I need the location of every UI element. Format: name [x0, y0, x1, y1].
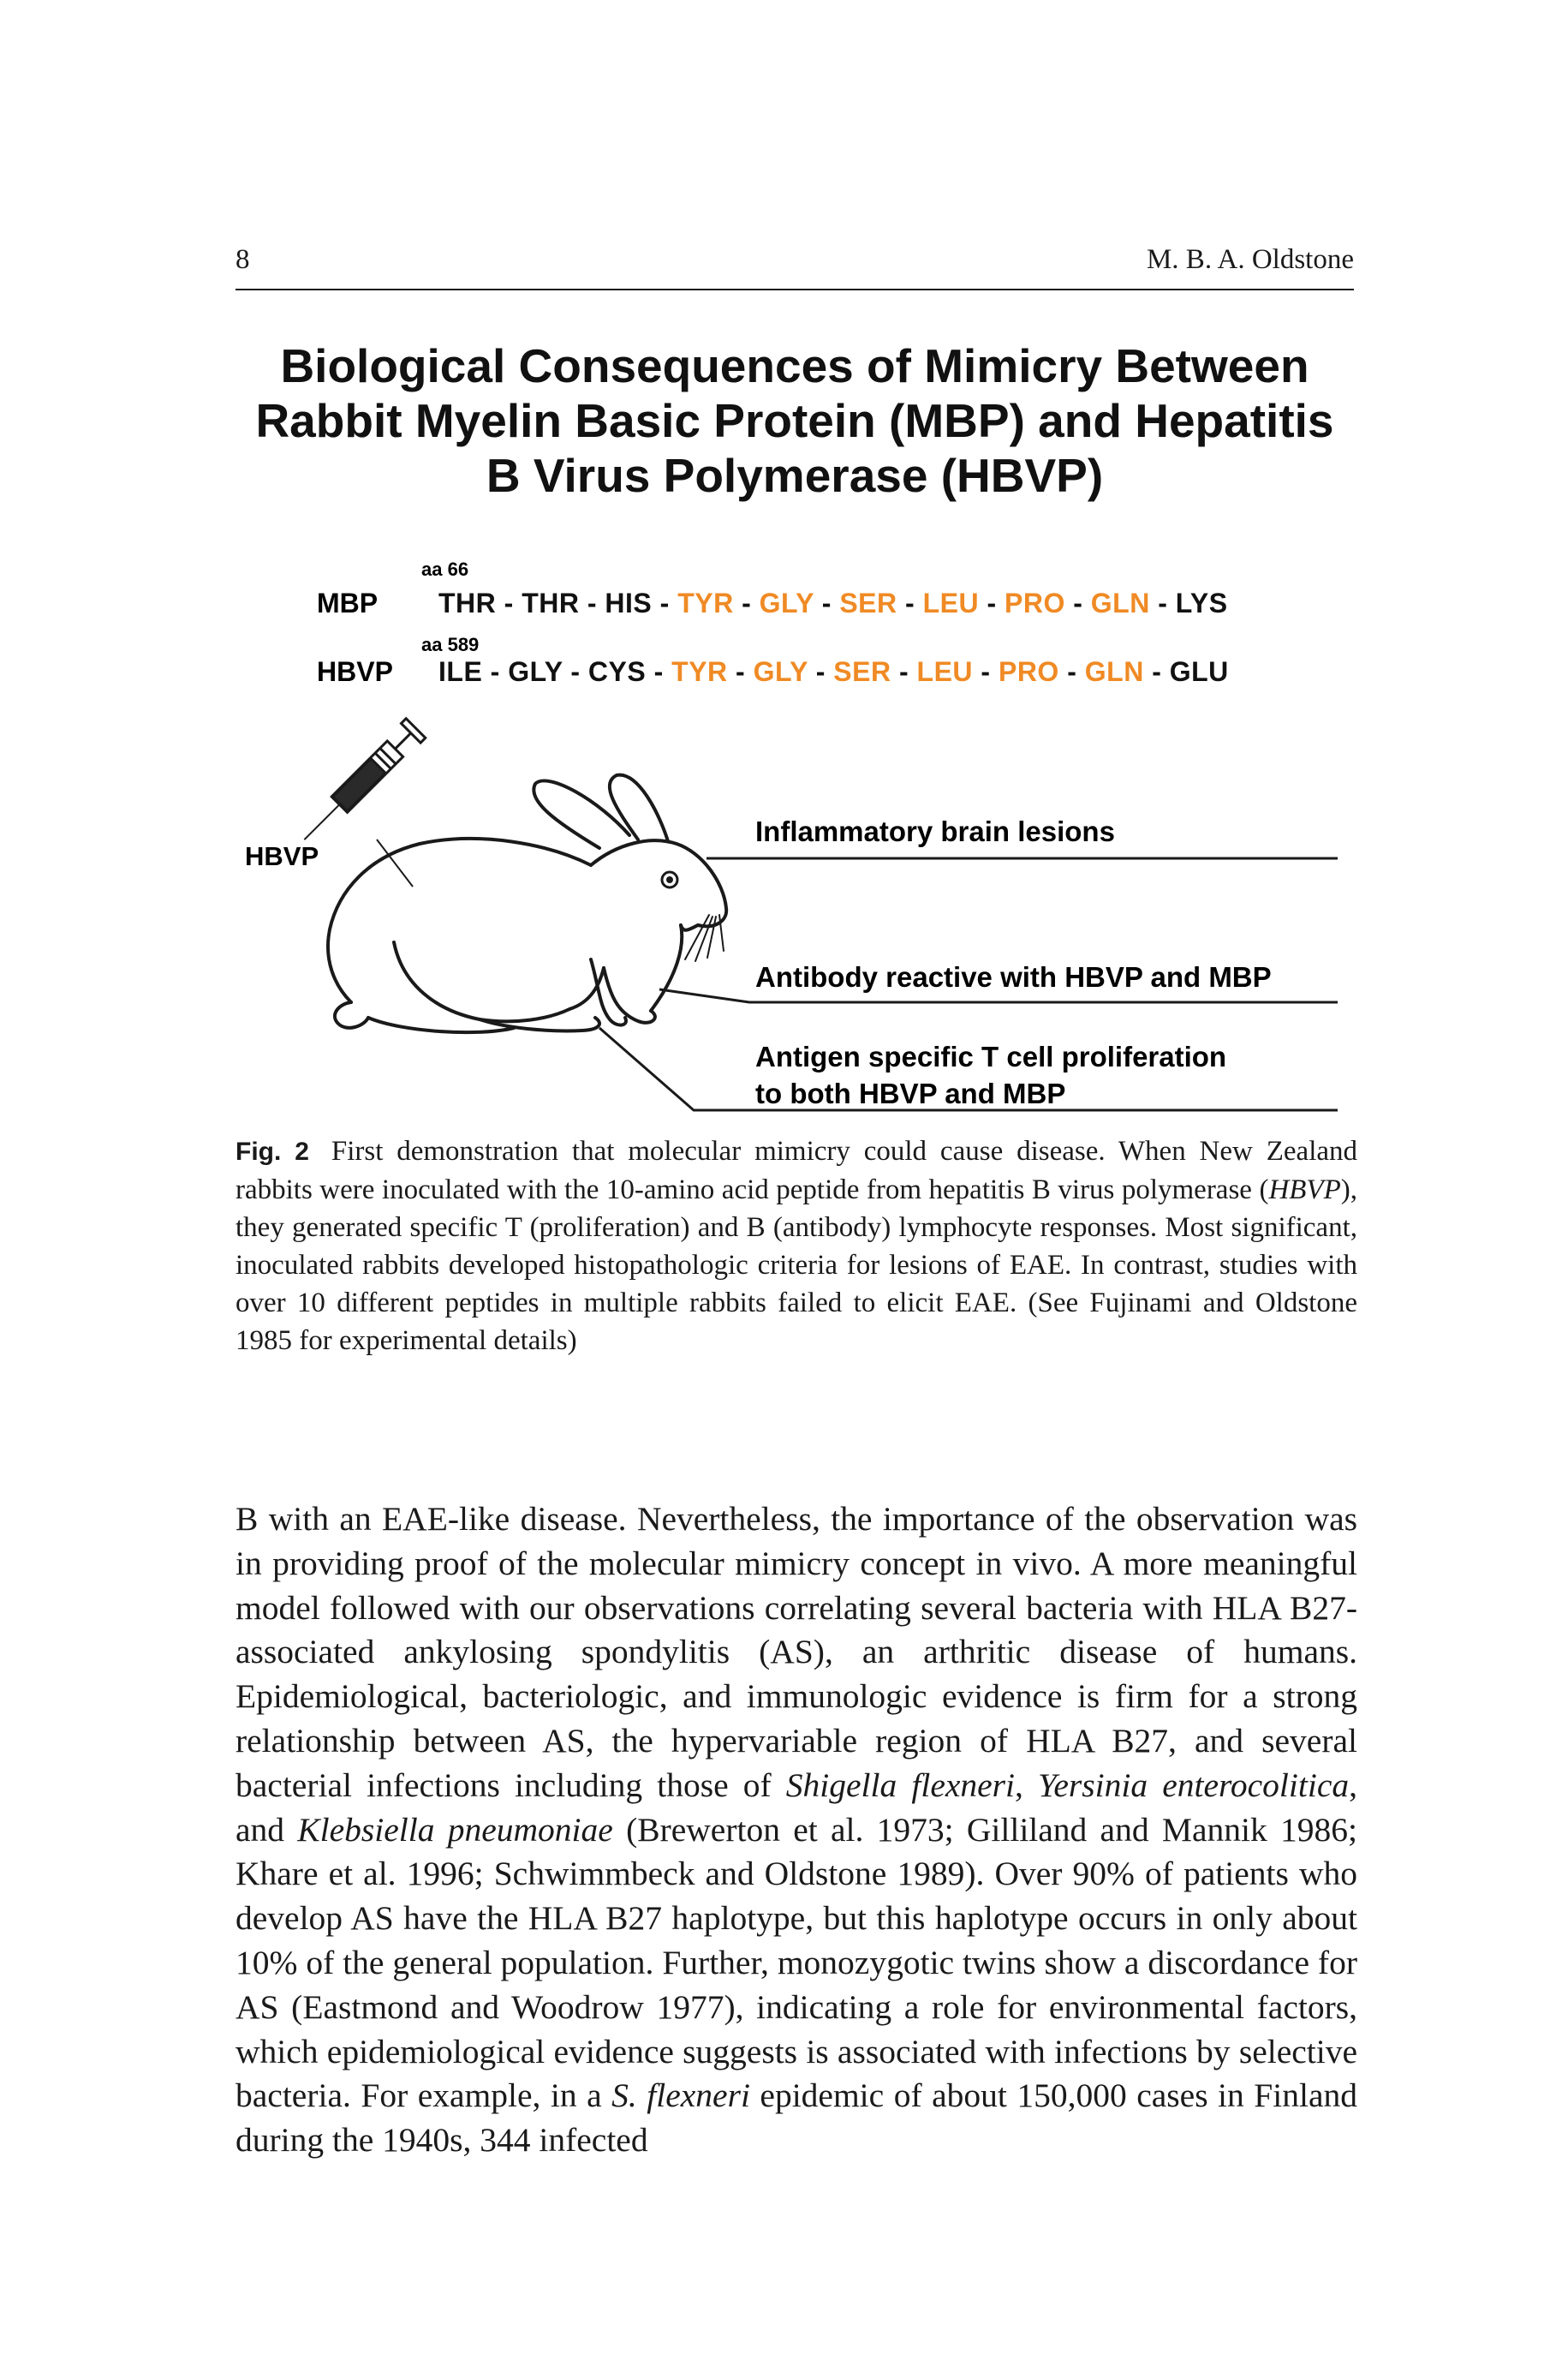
residue-separator: - [482, 656, 509, 687]
syringe-icon [295, 719, 426, 850]
figure-caption [235, 1132, 1357, 1359]
text-run: B with an EAE-like disease. Nevertheless, the importance of the observation was in providing proof of the molecular mimicry concept in vivo. A more meaningful model followed with our observations correlating several bacteria with HLA B27-associated ankylosing spondylitis (AS), an arthritic disease of humans. Epidemiological, bacteriologic, and immunologic evidence is firm for a strong relationship between AS, the hypervariable region of HLA B27, and several bacterial infections including those of [235, 1500, 1357, 1804]
figure-illustration [0, 0, 1568, 1131]
residue-separator: - [891, 656, 917, 687]
residue-separator: - [1143, 656, 1170, 687]
residue: GLY [508, 656, 563, 687]
residue: LYS [1175, 588, 1228, 618]
shared-residue: TYR [671, 656, 728, 687]
residue-separator: - [646, 656, 672, 687]
shared-residue: TYR [677, 588, 734, 618]
residue-separator: - [579, 588, 605, 618]
running-author: M. B. A. Oldstone [1146, 244, 1354, 275]
shared-residue: SER [833, 656, 891, 687]
text-run: First demonstration that molecular mimicry could cause disease. When New Zealand rabbits were inoculated with the 10-amino acid peptide from hepatitis B virus polymerase ( [235, 1136, 1358, 1205]
residue-separator: - [979, 588, 1005, 618]
residue: GLU [1169, 656, 1229, 687]
residue-separator: - [973, 656, 999, 687]
residue-separator: - [1149, 588, 1176, 618]
outcome-t-cell-line-2: to both HBVP and MBP [755, 1078, 1066, 1109]
page-number: 8 [235, 244, 250, 275]
residue-separator: - [496, 588, 522, 618]
residue: CYS [587, 656, 647, 687]
residue-separator: - [897, 588, 923, 618]
italic-text: Klebsiella pneumoniae [297, 1810, 613, 1849]
shared-residue: GLY [759, 588, 814, 618]
caption-text [235, 1136, 1357, 1356]
residue-separator: - [727, 656, 754, 687]
shared-residue: GLN [1084, 656, 1144, 687]
shared-residue: GLN [1090, 588, 1150, 618]
sequence-row-mbp [438, 588, 1228, 618]
sequence-name-mbp: MBP [317, 588, 379, 618]
position-label-hbvp: aa 589 [421, 634, 480, 655]
text-run: (Brewerton et al. 1973; Gilliland and Mannik 1986; Khare et al. 1996; Schwimmbeck and Oldstone 1989). Over 90% of patients who develop AS have the HLA B27 haplotype, but this haplotype occurs in only about 10% of the general population. Further, monozygotic twins show a discordance for AS (Eastmond and Woodrow 1977), indicating a role for environmental factors, which epidemiological evidence suggests is associated with infections by selective bacteria. For example, in a [235, 1810, 1357, 2115]
residue-separator: - [652, 588, 678, 618]
residue-separator: - [1058, 656, 1085, 687]
text-run: , [1015, 1766, 1039, 1804]
sequence-name-hbvp: HBVP [317, 656, 393, 687]
rabbit-illustration [328, 775, 726, 1032]
rabbit-eye [662, 872, 677, 887]
figure-title-line: Biological Consequences of Mimicry Between [280, 339, 1309, 392]
text-run: ), they generated specific T (proliferation) and B (antibody) lymphocyte responses. Most significant, inoculated rabbits developed histopathologic criteria for lesions of EAE. In contrast, studies with over 10 different peptides in multiple rabbits failed to elicit EAE. (See Fujinami and Oldstone 1985 for experimental details) [235, 1174, 1357, 1356]
residue-separator: - [1064, 588, 1091, 618]
italic-text: Shigella flexneri [785, 1766, 1016, 1804]
shared-residue: LEU [916, 656, 974, 687]
residue: THR [438, 588, 497, 618]
residue-separator: - [808, 656, 834, 687]
position-label-mbp: aa 66 [421, 559, 469, 580]
shared-residue: PRO [998, 656, 1059, 687]
shared-residue: LEU [922, 588, 980, 618]
italic-text: S. flexneri [611, 2076, 750, 2115]
residue-separator: - [814, 588, 840, 618]
residue: HIS [605, 588, 653, 618]
shared-residue: GLY [753, 656, 808, 687]
outcome-brain-lesions: Inflammatory brain lesions [755, 816, 1115, 847]
body-paragraph [235, 1497, 1357, 2163]
residue-separator: - [733, 588, 760, 618]
residue: THR [522, 588, 580, 618]
residue-separator: - [562, 656, 588, 687]
text-run: epidemic of about 150,000 cases in Finland during the 1940s, 344 infected [235, 2076, 1357, 2160]
italic-text: HBVP [1268, 1174, 1341, 1205]
text-run: , and [235, 1766, 1357, 1849]
italic-text: Yersinia enterocolitica [1038, 1766, 1350, 1804]
sequence-row-hbvp [438, 656, 1229, 687]
shared-residue: SER [839, 588, 897, 618]
sequence-alignment [317, 559, 1229, 687]
figure-title-line: B Virus Polymerase (HBVP) [486, 449, 1104, 502]
residue: ILE [438, 656, 483, 687]
figure-title-line: Rabbit Myelin Basic Protein (MBP) and Hepatitis [255, 394, 1334, 447]
outcome-t-cell-line-1: Antigen specific T cell proliferation [755, 1041, 1227, 1072]
outcome-antibody: Antibody reactive with HBVP and MBP [755, 961, 1272, 993]
shared-residue: PRO [1005, 588, 1065, 618]
caption-label: Fig. 2 [235, 1138, 309, 1166]
injection-label: HBVP [245, 841, 319, 871]
